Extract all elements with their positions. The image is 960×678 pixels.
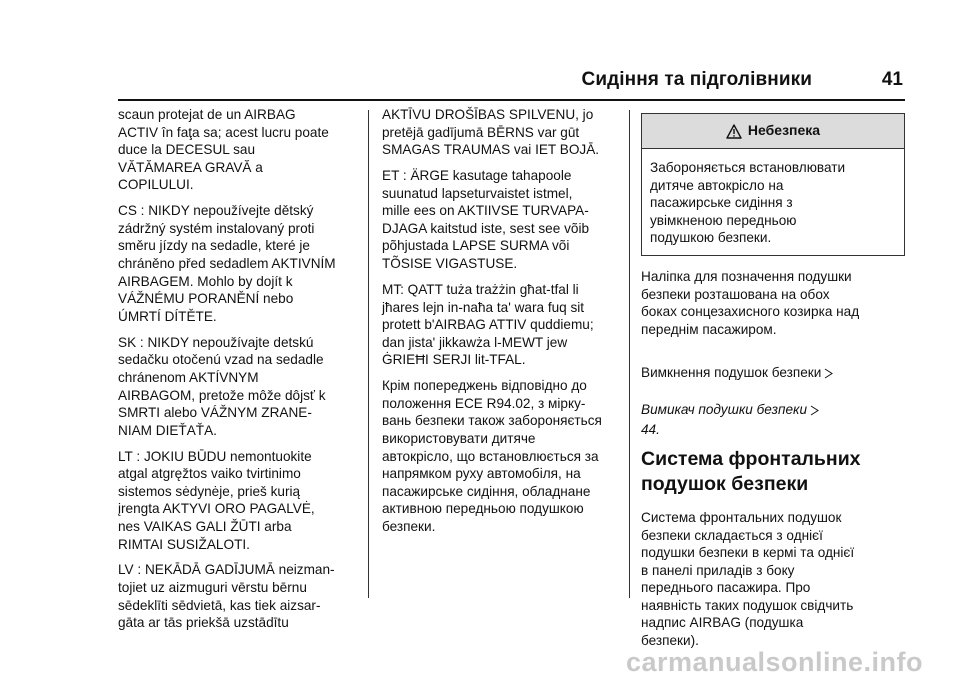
section-heading: Система фронтальних подушок безпеки xyxy=(641,447,861,495)
watermark-text: carmanualsonline.info xyxy=(625,647,923,677)
switch-reference-page[interactable]: 44 xyxy=(641,422,657,438)
paragraph: Наліпка для позначення подушки безпеки розташована на обох боках сонцезахисного козирка над переднім пасажиром. xyxy=(641,268,860,337)
paragraph: LV : NEKĀDĀ GADĪJUMĀ neizman- tojiet uz aizmuguri vērstu bērnu sēdeklīti sēdvietā, kas tiek aizsar- gāta ar tās priekšā uzstādītu xyxy=(118,562,335,631)
column-2 xyxy=(382,106,622,544)
page-reference-arrow-icon xyxy=(824,366,833,384)
column-3 xyxy=(641,106,905,658)
page-number: 41 xyxy=(881,69,903,90)
danger-label: Небезпека xyxy=(747,122,821,139)
paragraph: Крім попереджень відповідно до положення ЕСЕ R94.02, з мірку- вань безпеки також забороняється використовувати дитяче автокрісло, що встановлюється за напрямком руху автомобіля, на пасажирське сидіння, обладнане активною передньою подушкою безпеки. xyxy=(382,378,602,534)
column-divider xyxy=(629,110,630,598)
column-divider xyxy=(368,110,369,598)
header-rule xyxy=(118,99,905,101)
paragraph: AKTĪVU DROŠĪBAS SPILVENU, jo pretējā gadījumā BĒRNS var gūt SMAGAS TRAUMAS vai IET BOJĀ. xyxy=(382,107,600,158)
paragraph: Вимкнення подушок безпеки Вимикач подушки безпеки 44. xyxy=(641,347,905,439)
paragraph: SK : NIKDY nepoužívajte detskú sedačku otočenú vzad na sedadle chránenom AKTÍVNYM AIRBAGOM, pretože môže dôjsť k SMRTI alebo VÁŽNYM ZRANE- NIAM DIEŤAŤA. xyxy=(118,334,326,438)
warning-triangle-icon xyxy=(726,124,742,139)
deactivation-label: Вимкнення подушок безпеки xyxy=(641,365,822,381)
danger-text: Забороняється встановлювати дитяче автокрісло на пасажирське сидіння з увімкненою передньою подушкою безпеки. xyxy=(650,160,846,246)
page-reference-arrow-icon xyxy=(810,403,819,421)
danger-notice xyxy=(641,113,905,256)
paragraph: ET : ÄRGE kasutage tahapoole suunatud lapseturvaistet istmel, mille ees on AKTIIVSE TURVAPA- DJAGA kaitstud iste, sest see võib põhjustada LAPSE SURMA või TÕSISE VIGASTUSE. xyxy=(382,168,590,272)
danger-header xyxy=(642,114,904,149)
switch-reference-text[interactable]: Вимикач подушки безпеки xyxy=(641,402,808,418)
paragraph: CS : NIKDY nepoužívejte dětský zádržný systém instalovaný proti směru jízdy na sedadle, které je chráněno před sedadlem AKTIVNÍM AIRBAGEM. Mohlo by dojít k VÁŽNÉMU PORANĚNÍ nebo ÚMRTÍ DÍTĚTE. xyxy=(118,203,336,324)
paragraph: MT: QATT tuża trażżin għat-tfal li jħares lejn in-naħa ta' wara fuq sit protett b'AIRBAG ATTIV quddiemu; dan jista' jikkawża l-MEWT jew ĠRIEĦI SERJI lit-TFAL. xyxy=(382,281,594,368)
paragraph: LT : JOKIU BŪDU nemontuokite atgal atgręžtos vaiko tvirtinimo sistemos sėdynėje, prieš kurią įrengta AKTYVI ORO PAGALVĖ, nes VAIKAS GALI ŽŪTI arba RIMTAI SUSIŽALOTI. xyxy=(118,448,315,552)
column-1 xyxy=(118,106,358,640)
page-header-title: Сидіння та підголівники xyxy=(581,69,812,90)
paragraph: scaun protejat de un AIRBAG ACTIV în faţa sa; acest lucru poate duce la DECESUL sau VĂTĂMAREA GRAVĂ a COPILULUI. xyxy=(118,107,329,193)
paragraph: Система фронтальних подушок безпеки складається з однієї подушки безпеки в кермі та однієї в панелі приладів з боку переднього пасажира. Про наявність таких подушок свідчить надпис AIRBAG (подушка безпеки). xyxy=(641,509,855,649)
